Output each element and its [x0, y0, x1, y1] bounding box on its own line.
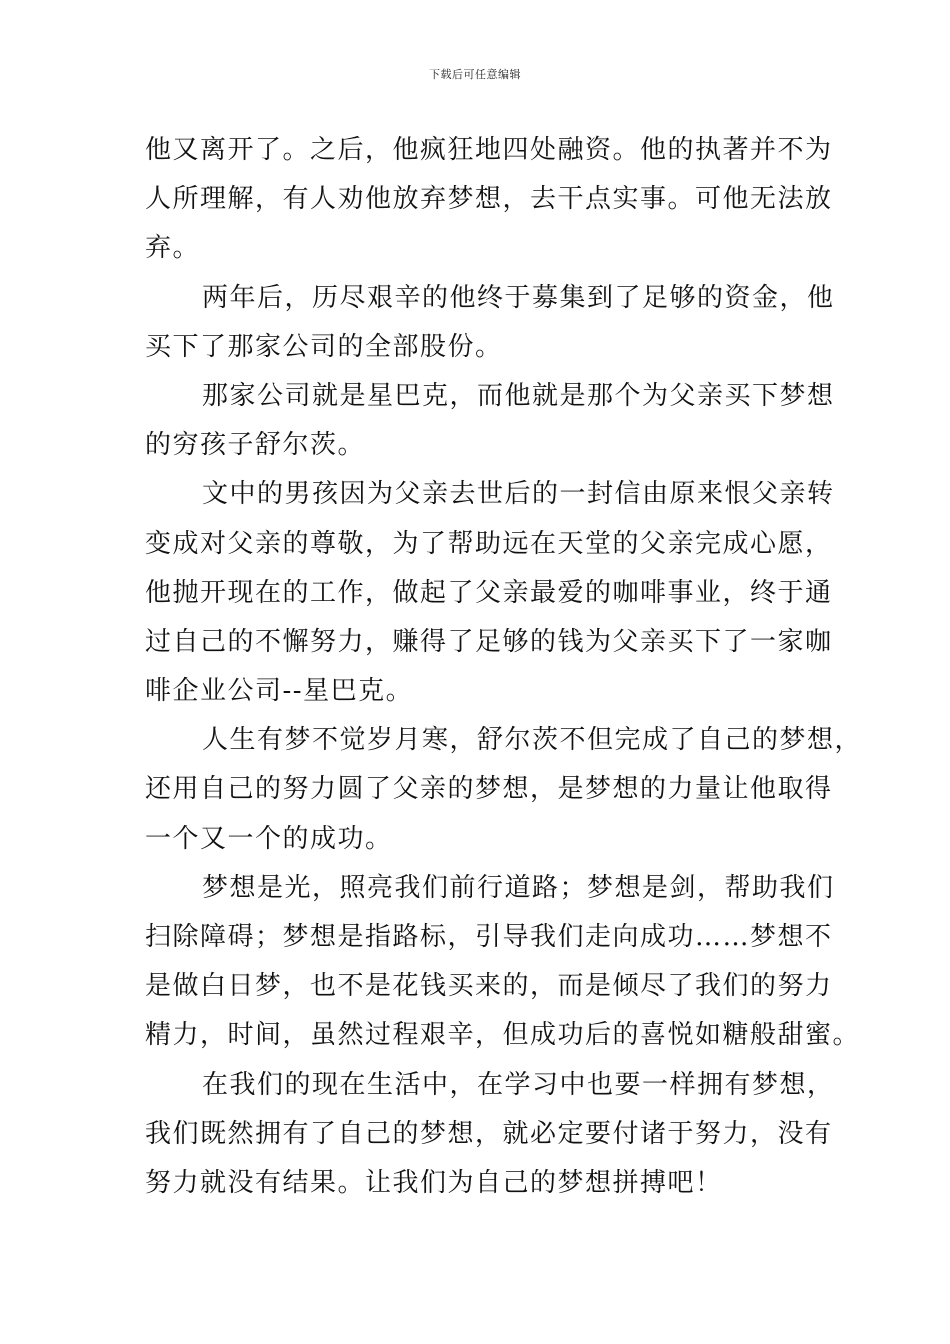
paragraph-first-line: 在我们的现在生活中，在学习中也要一样拥有梦想，	[202, 1069, 835, 1100]
text-line: 是做白日梦，也不是花钱买来的，而是倾尽了我们的努力	[145, 971, 833, 1002]
text-line: 人所理解，有人劝他放弃梦想，去干点实事。可他无法放	[145, 184, 833, 215]
text-line: 一个又一个的成功。	[145, 823, 393, 854]
text-line: 我们既然拥有了自己的梦想，就必定要付诸于努力，没有	[145, 1118, 833, 1149]
text-line: 还用自己的努力圆了父亲的梦想，是梦想的力量让他取得	[145, 774, 833, 805]
paragraph-first-line: 那家公司就是星巴克，而他就是那个为父亲买下梦想	[202, 380, 835, 411]
paragraph-first-line: 文中的男孩因为父亲去世后的一封信由原来恨父亲转	[202, 479, 835, 510]
text-line: 他抛开现在的工作，做起了父亲最爱的咖啡事业，终于通	[145, 577, 833, 608]
text-line: 努力就没有结果。让我们为自己的梦想拼搏吧！	[145, 1167, 723, 1198]
paragraph-first-line: 两年后，历尽艰辛的他终于募集到了足够的资金，他	[202, 282, 835, 313]
text-line: 弃。	[145, 233, 201, 264]
text-line: 啡企业公司--星巴克。	[145, 676, 414, 707]
text-line: 变成对父亲的尊敬，为了帮助远在天堂的父亲完成心愿，	[145, 528, 833, 559]
text-line: 的穷孩子舒尔茨。	[145, 430, 366, 461]
text-line: 精力，时间，虽然过程艰辛，但成功后的喜悦如糖般甜蜜。	[145, 1020, 861, 1051]
body-text	[145, 126, 863, 1208]
text-line: 过自己的不懈努力，赚得了足够的钱为父亲买下了一家咖	[145, 626, 833, 657]
paragraph-first-line: 梦想是光，照亮我们前行道路；梦想是剑，帮助我们	[202, 872, 835, 903]
text-line: 买下了那家公司的全部股份。	[145, 331, 503, 362]
text-line: 他又离开了。之后，他疯狂地四处融资。他的执著并不为	[145, 135, 833, 165]
text-line: 扫除障碍；梦想是指路标，引导我们走向成功……梦想不	[145, 922, 833, 952]
paragraph-first-line: 人生有梦不觉岁月寒，舒尔茨不但完成了自己的梦想，	[202, 725, 863, 756]
page-header: 下载后可任意编辑	[429, 68, 521, 81]
